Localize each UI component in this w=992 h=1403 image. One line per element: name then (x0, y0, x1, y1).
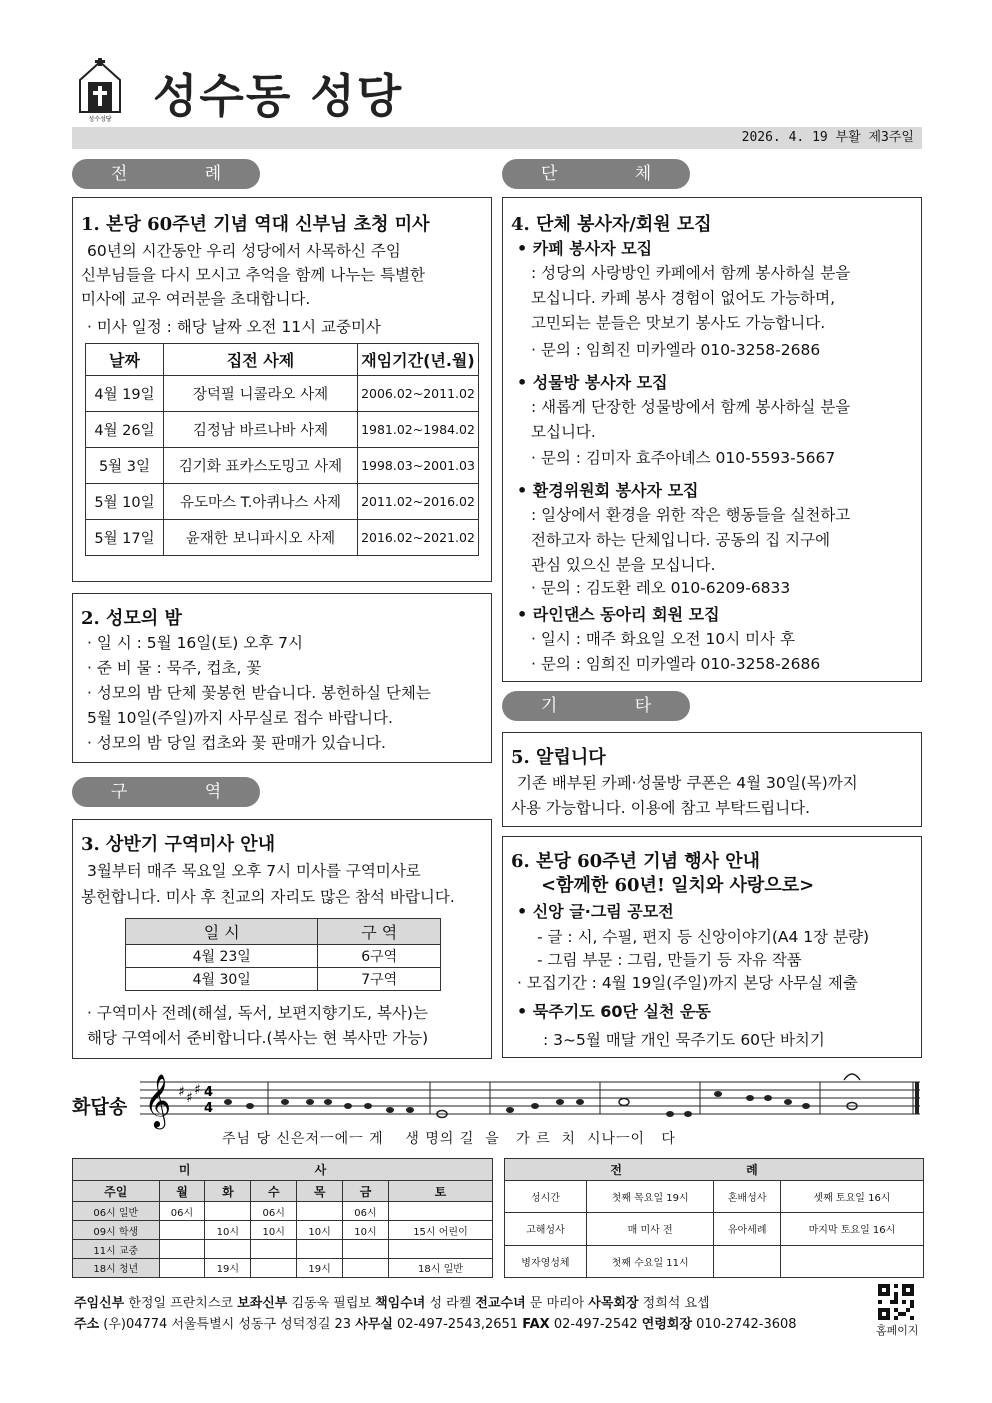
footer-value: 010-2742-3608 (692, 1317, 797, 1332)
table-header: 집전 사제 (164, 344, 358, 376)
notice-1-line: 60년의 시간동안 우리 성당에서 사목하신 주임 (87, 242, 401, 260)
table-cell: 11시 교중 (73, 1240, 160, 1259)
svg-text:4: 4 (204, 1085, 214, 1100)
svg-text:𝄞: 𝄞 (144, 1073, 172, 1127)
svg-text:4: 4 (204, 1101, 214, 1116)
notice-6-box (502, 836, 922, 1058)
notice-5-line: 사용 가능합니다. 이용에 참고 부탁드립니다. (511, 799, 811, 817)
table-cell (205, 1240, 251, 1259)
rites-title: 전 례 (505, 1159, 924, 1181)
table-row (86, 376, 479, 412)
notice-4-title: 4. 단체 봉사자/회원 모집 (511, 214, 712, 235)
contest-line: · 모집기간 : 4월 19일(주일)까지 본당 사무실 제출 (517, 974, 858, 992)
recruit-line: 고민되는 분들은 맛보기 봉사도 가능합니다. (531, 314, 826, 332)
notice-3-line: 3월부터 매주 목요일 오후 7시 미사를 구역미사로 (87, 862, 421, 880)
psalm-score (140, 1066, 924, 1130)
page-title: 성수동 성당 (153, 69, 404, 123)
church-logo-icon (74, 58, 126, 122)
section-liturgy-label: 전 례 (72, 159, 260, 189)
section-district-label: 구 역 (72, 777, 260, 807)
recruit-store-title: • 성물방 봉사자 모집 (517, 373, 668, 392)
psalm-lyrics: 주님 당 신은저ㅡ에ㅡ 게 생 명의 길 을 가 르 치 시나ㅡ이 다 (222, 1131, 676, 1147)
footer-label: FAX (522, 1317, 550, 1332)
table-cell: 5월 3일 (86, 448, 164, 484)
table-row (73, 1240, 493, 1259)
table-row (505, 1213, 924, 1245)
notice-3-title: 3. 상반기 구역미사 안내 (81, 834, 276, 855)
table-cell (343, 1240, 389, 1259)
mass-day-header: 화 (205, 1181, 251, 1202)
footer-label: 주임신부 (74, 1296, 125, 1311)
table-cell: 18시 청년 (73, 1258, 160, 1277)
rosary-line: : 3~5월 매달 개인 묵주기도 60단 바치기 (543, 1031, 825, 1049)
table-header: 일 시 (126, 919, 318, 945)
table-cell (159, 1240, 205, 1259)
footer-value: 02-497-2542 (549, 1317, 642, 1332)
table-cell: 장덕필 니콜라오 사제 (164, 376, 358, 412)
table-cell (251, 1240, 297, 1259)
notice-1-box (72, 197, 492, 582)
recruit-line: · 문의 : 임희진 미카엘라 010-3258-2686 (531, 655, 821, 673)
table-cell: 매 미사 전 (586, 1213, 714, 1245)
table-header: 구 역 (318, 919, 441, 945)
footer-label: 책임수녀 (375, 1296, 426, 1311)
table-cell: 4월 19일 (86, 376, 164, 412)
recruit-line: : 새롭게 단장한 성물방에서 함께 봉사하실 분을 (531, 398, 851, 416)
section-groups-label: 단 체 (502, 159, 690, 189)
footer-value: 정희석 요셉 (638, 1296, 710, 1311)
footer-label: 연령회장 (641, 1317, 693, 1332)
table-cell: 10시 (251, 1221, 297, 1240)
contest-line: - 글 : 시, 수필, 편지 등 신앙이야기(A4 1장 분량) (537, 928, 870, 946)
notice-3-note: · 구역미사 전례(해설, 독서, 보편지향기도, 복사)는 (87, 1004, 428, 1022)
table-cell: 10시 (297, 1221, 343, 1240)
footer-label: 보좌신부 (237, 1296, 288, 1311)
table-cell: 2016.02~2021.02 (358, 520, 479, 556)
table-cell: 10시 (205, 1221, 251, 1240)
table-cell: 5월 10일 (86, 484, 164, 520)
notice-2-line: · 일 시 : 5월 16일(토) 오후 7시 (87, 634, 303, 652)
contest-line: - 그림 부문 : 그림, 만들기 등 자유 작품 (537, 951, 802, 969)
table-cell: 15시 어린이 (388, 1221, 492, 1240)
recruit-line: : 성당의 사랑방인 카페에서 함께 봉사하실 분을 (531, 264, 851, 282)
table-cell: 4월 23일 (126, 945, 318, 968)
recruit-line: : 일상에서 환경을 위한 작은 행동들을 실천하고 (531, 506, 851, 524)
table-cell: 윤재한 보니파시오 사제 (164, 520, 358, 556)
notice-2-title: 2. 성모의 밤 (81, 608, 182, 629)
notice-6-subtitle: <함께한 60년! 일치와 사랑으로> (541, 875, 815, 896)
table-cell: 유도마스 T.아퀴나스 사제 (164, 484, 358, 520)
notice-3-line: 봉헌합니다. 미사 후 친교의 자리도 많은 참석 바랍니다. (81, 888, 455, 906)
table-row (505, 1245, 924, 1277)
table-cell: 첫째 수요일 11시 (586, 1245, 714, 1277)
notice-2-line: · 준 비 물 : 묵주, 컵초, 꽃 (87, 659, 262, 677)
rites-schedule-table (504, 1158, 924, 1278)
table-cell (388, 1202, 492, 1221)
svg-text:♯: ♯ (178, 1084, 185, 1100)
psalm-label: 화답송 (72, 1096, 128, 1118)
notice-1-line: 신부님들을 다시 모시고 추억을 함께 나누는 특별한 (81, 266, 425, 284)
notice-4-box (502, 197, 922, 682)
table-header: 날짜 (86, 344, 164, 376)
table-cell: 5월 17일 (86, 520, 164, 556)
table-row (73, 1258, 493, 1277)
table-row (86, 412, 479, 448)
mass-title: 미 사 (73, 1159, 493, 1181)
footer-contact (74, 1314, 797, 1336)
table-cell: 김기화 표카스도밍고 사제 (164, 448, 358, 484)
district-table (125, 918, 441, 991)
table-row (505, 1181, 924, 1213)
recruit-line: 모십니다. 카페 봉사 경험이 없어도 가능하며, (531, 289, 836, 307)
contest-title: • 신앙 글·그림 공모전 (517, 902, 674, 921)
table-cell (343, 1258, 389, 1277)
recruit-line: · 문의 : 김도환 레오 010-6209-6833 (531, 579, 791, 597)
table-cell: 고해성사 (505, 1213, 587, 1245)
table-cell: 혼배성사 (714, 1181, 780, 1213)
footer-value: 문 마리아 (525, 1296, 589, 1311)
table-cell: 10시 (343, 1221, 389, 1240)
notice-1-title: 1. 본당 60주년 기념 역대 신부님 초청 미사 (81, 214, 430, 235)
footer-label: 주소 (74, 1317, 100, 1332)
table-header: 재임기간(년.월) (358, 344, 479, 376)
table-cell: 06시 (159, 1202, 205, 1221)
recruit-dance-title: • 라인댄스 동아리 회원 모집 (517, 605, 720, 624)
notice-5-line: 기존 배부된 카페·성물방 쿠폰은 4월 30일(목)까지 (517, 774, 858, 792)
table-cell: 18시 일반 (388, 1258, 492, 1277)
recruit-line: · 문의 : 김미자 효주아녜스 010-5593-5667 (531, 449, 836, 467)
notice-3-note: 해당 구역에서 준비합니다.(복사는 현 복사만 가능) (87, 1029, 429, 1047)
table-cell: 7구역 (318, 968, 441, 991)
table-cell: 6구역 (318, 945, 441, 968)
table-cell: 19시 (205, 1258, 251, 1277)
table-cell (205, 1202, 251, 1221)
footer-label: 전교수녀 (475, 1296, 526, 1311)
table-cell: 06시 일반 (73, 1202, 160, 1221)
table-cell: 병자영성체 (505, 1245, 587, 1277)
recruit-cafe-title: • 카페 봉사자 모집 (517, 239, 653, 258)
date-bar: 2026. 4. 19 부활 제3주일 (72, 127, 922, 149)
footer-value: 성 라켈 (425, 1296, 476, 1311)
table-cell: 마지막 토요일 16시 (780, 1213, 923, 1245)
notice-2-line: 5월 10일(주일)까지 사무실로 접수 바랍니다. (87, 709, 393, 727)
table-cell: 셋째 토요일 16시 (780, 1181, 923, 1213)
table-cell: 06시 (251, 1202, 297, 1221)
table-row (126, 968, 441, 991)
table-cell (297, 1202, 343, 1221)
table-cell (159, 1258, 205, 1277)
mass-day-header: 토 (388, 1181, 492, 1202)
footer-value: (우)04774 서울특별시 성동구 성덕정길 23 (99, 1317, 356, 1332)
table-cell (297, 1240, 343, 1259)
table-row (86, 448, 479, 484)
notice-2-line: · 성모의 밤 단체 꽃봉헌 받습니다. 봉헌하실 단체는 (87, 684, 431, 702)
svg-text:♯: ♯ (194, 1082, 201, 1098)
rosary-title: • 묵주기도 60단 실천 운동 (517, 1002, 711, 1021)
notice-3-box (72, 819, 492, 1059)
notice-1-line: 미사에 교우 여러분을 초대합니다. (81, 290, 311, 308)
mass-day-header: 수 (251, 1181, 297, 1202)
footer-value: 02-497-2543,2651 (392, 1317, 523, 1332)
notice-6-title: 6. 본당 60주년 기념 행사 안내 (511, 851, 761, 872)
table-cell: 4월 30일 (126, 968, 318, 991)
table-cell: 2006.02~2011.02 (358, 376, 479, 412)
mass-day-header: 목 (297, 1181, 343, 1202)
recruit-line: 관심 있으신 분을 모십니다. (531, 556, 716, 574)
section-etc-label: 기 타 (502, 691, 690, 721)
table-row (86, 520, 479, 556)
table-row (86, 484, 479, 520)
table-cell (159, 1221, 205, 1240)
priest-table (85, 343, 479, 556)
notice-2-line: · 성모의 밤 당일 컵초와 꽃 판매가 있습니다. (87, 734, 386, 752)
table-cell: 2011.02~2016.02 (358, 484, 479, 520)
table-cell (388, 1240, 492, 1259)
table-cell (251, 1258, 297, 1277)
table-cell: 첫째 목요일 19시 (586, 1181, 714, 1213)
qr-label: 홈페이지 (876, 1324, 919, 1337)
mass-day-header: 월 (159, 1181, 205, 1202)
mass-day-header: 금 (343, 1181, 389, 1202)
footer-label: 사무실 (355, 1317, 393, 1332)
notice-1-schedule: · 미사 일정 : 해당 날짜 오전 11시 교중미사 (87, 318, 381, 336)
qr-code-icon[interactable] (878, 1284, 914, 1320)
notice-5-title: 5. 알립니다 (511, 747, 606, 768)
table-cell: 김정남 바르나바 사제 (164, 412, 358, 448)
notice-5-box (502, 732, 922, 827)
recruit-line: · 문의 : 임희진 미카엘라 010-3258-2686 (531, 341, 821, 359)
table-row (73, 1221, 493, 1240)
table-row (73, 1202, 493, 1221)
table-cell: 1998.03~2001.03 (358, 448, 479, 484)
table-row (126, 945, 441, 968)
footer-value: 한정일 프란치스코 (124, 1296, 238, 1311)
table-cell (780, 1245, 923, 1277)
recruit-line: 모십니다. (531, 423, 596, 441)
svg-text:성수성당: 성수성당 (88, 116, 112, 122)
recruit-line: 전하고자 하는 단체입니다. 공동의 집 지구에 (531, 531, 831, 549)
table-cell: 1981.02~1984.02 (358, 412, 479, 448)
recruit-env-title: • 환경위원회 봉사자 모집 (517, 481, 699, 500)
table-cell: 06시 (343, 1202, 389, 1221)
table-cell: 유아세례 (714, 1213, 780, 1245)
table-cell (714, 1245, 780, 1277)
svg-text:♯: ♯ (186, 1090, 193, 1106)
table-cell: 4월 26일 (86, 412, 164, 448)
footer-value: 김동욱 필립보 (287, 1296, 376, 1311)
table-cell: 성시간 (505, 1181, 587, 1213)
footer-staff (74, 1293, 710, 1315)
footer-label: 사목회장 (588, 1296, 639, 1311)
table-cell: 09시 학생 (73, 1221, 160, 1240)
mass-schedule-table (72, 1158, 493, 1278)
table-cell: 19시 (297, 1258, 343, 1277)
notice-2-box (72, 593, 492, 763)
mass-day-header: 주일 (73, 1181, 160, 1202)
recruit-line: · 일시 : 매주 화요일 오전 10시 미사 후 (531, 630, 795, 648)
